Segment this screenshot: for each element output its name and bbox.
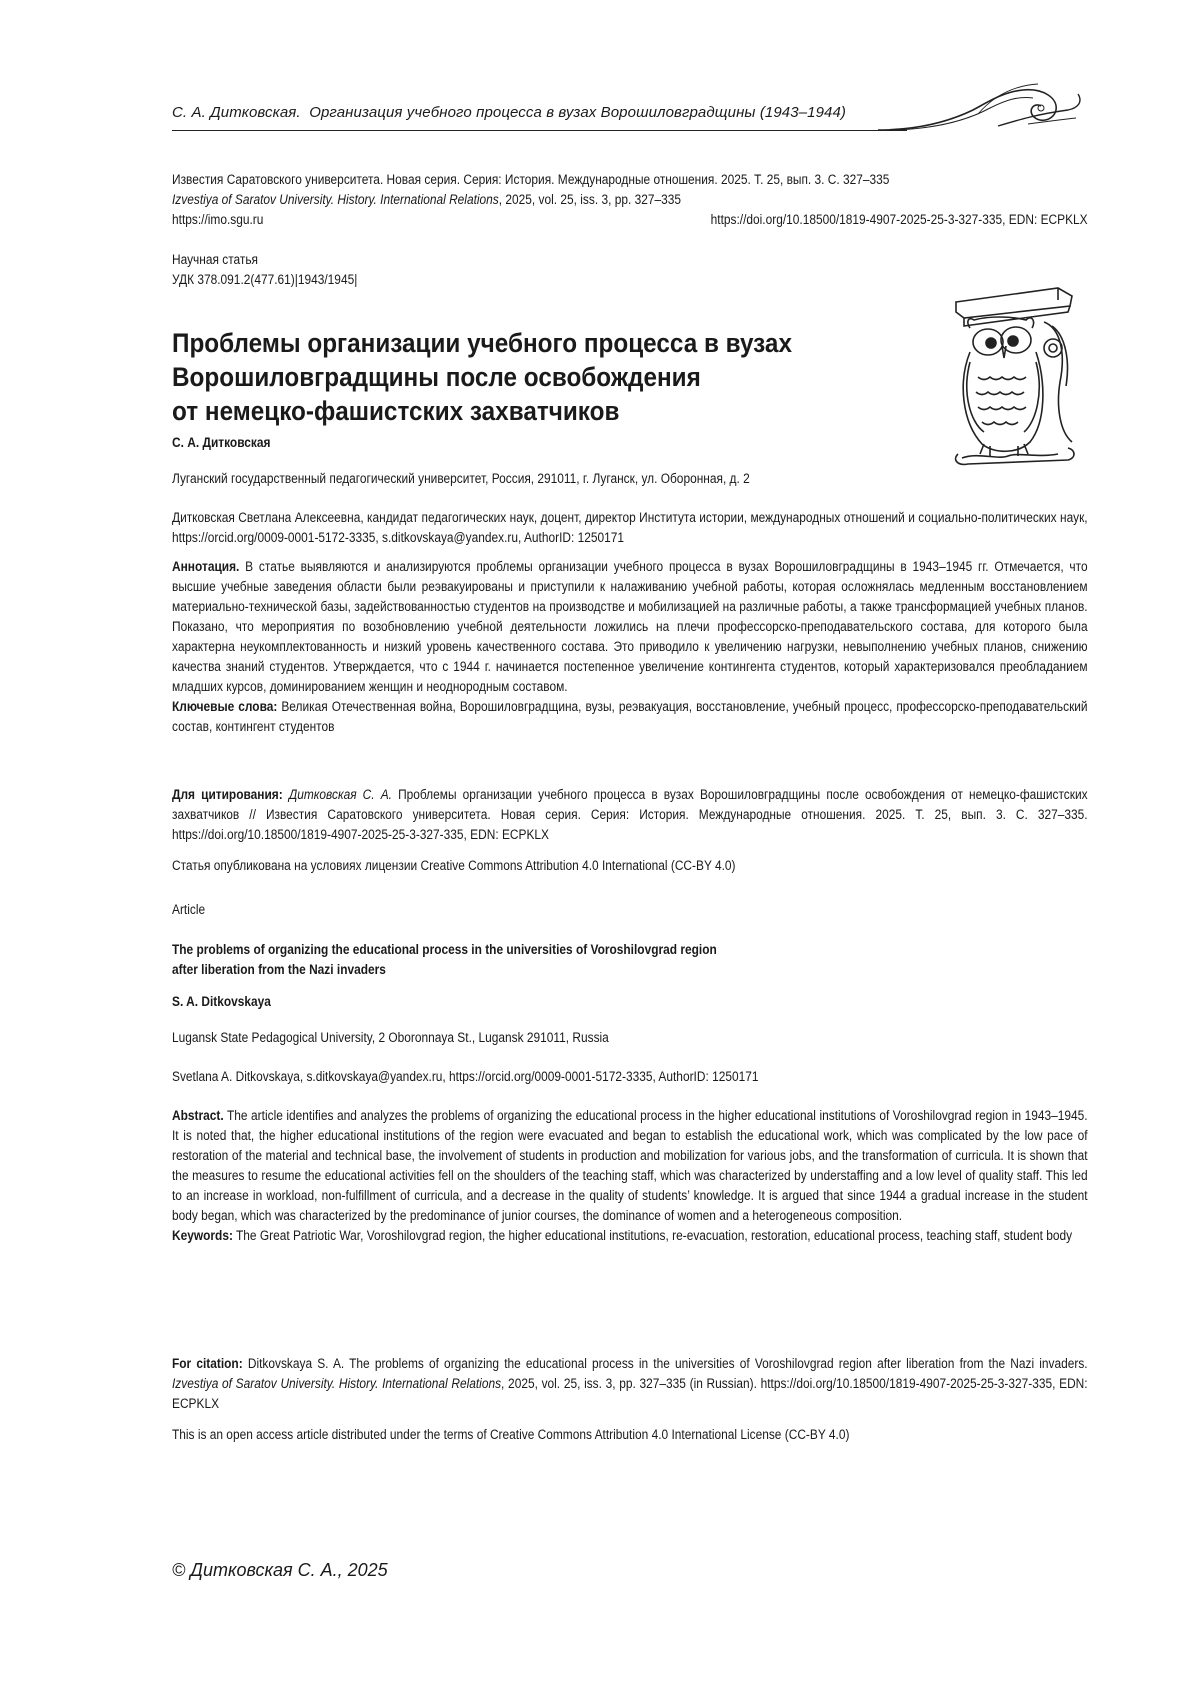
header-rule xyxy=(172,130,907,131)
author-name-en: S. A. Ditkovskaya xyxy=(172,992,1088,1012)
title-line-3: от немецко-фашистских захватчиков xyxy=(172,394,892,428)
citation-en-text-1: Ditkovskaya S. A. The problems of organizing the educational process in the universities of Voroshilovgrad region after liberation from the Nazi invaders. xyxy=(248,1356,1088,1372)
title-en-line-1: The problems of organizing the educational process in the universities of Voroshilovgrad region xyxy=(172,940,1088,960)
udk: УДК 378.091.2(477.61)|1943/1945| xyxy=(172,270,1088,290)
license-en: This is an open access article distributed under the terms of Creative Commons Attribution 4.0 International License (CC-BY 4.0) xyxy=(172,1425,1088,1445)
keywords-en-text: The Great Patriotic War, Voroshilovgrad region, the higher educational institutions, re-evacuation, restoration, educational process, teaching staff, student body xyxy=(236,1228,1072,1244)
keywords-en-label: Keywords: xyxy=(172,1228,233,1244)
running-header-author: С. А. Дитковская. xyxy=(172,104,301,121)
journal-en-rest: , 2025, vol. 25, iss. 3, pp. 327–335 xyxy=(499,192,681,208)
article-type-en-block xyxy=(172,900,1088,920)
article-page xyxy=(0,0,1200,1697)
abstract-en-paragraph xyxy=(172,1106,1088,1226)
running-header-text xyxy=(172,104,846,121)
title-en-line-2: after liberation from the Nazi invaders xyxy=(172,960,1088,980)
journal-doi-link[interactable]: https://doi.org/10.18500/1819-4907-2025-25-3-327-335, EDN: ECPKLX xyxy=(711,210,1088,230)
title-line-1: Проблемы организации учебного процесса в вузах xyxy=(172,326,892,360)
citation-en-block xyxy=(172,1354,1088,1414)
article-type: Научная статья xyxy=(172,250,1088,270)
citation-en-journal: Izvestiya of Saratov University. History. International Relations xyxy=(172,1376,501,1392)
affiliation-en-block xyxy=(172,1028,1088,1048)
license-ru-block xyxy=(172,856,1088,876)
citation-ru-author: Дитковская С. А. xyxy=(289,787,392,803)
citation-en-label: For citation: xyxy=(172,1356,243,1372)
header-ornament-icon xyxy=(878,80,1088,140)
journal-ru-line: Известия Саратовского университета. Новая серия. Серия: История. Международные отношения. 2025. Т. 25, вып. 3. С. 327–335 xyxy=(172,170,1088,190)
keywords-en-paragraph xyxy=(172,1226,1088,1246)
copyright: © Дитковская С. А., 2025 xyxy=(172,1560,388,1581)
title-line-2: Ворошиловградщины после освобождения xyxy=(172,360,892,394)
author-info-en-block xyxy=(172,1067,1088,1087)
annotation-label: Аннотация. xyxy=(172,559,239,575)
license-ru: Статья опубликована на условиях лицензии Creative Commons Attribution 4.0 International (CC-BY 4.0) xyxy=(172,856,1088,876)
keywords-ru-paragraph xyxy=(172,697,1088,737)
journal-en-line xyxy=(172,190,1088,210)
abstract-en-block xyxy=(172,1106,1088,1246)
annotation-block xyxy=(172,557,1088,737)
citation-ru-text: Проблемы организации учебного процесса в вузах Ворошиловградщины после освобождения от немецко-фашистских захватчиков // Известия Саратовского университета. Новая серия. Серия: История. Международные отношения. 2025. Т. 25, вып. 3. С. 327–335. https://doi.org/10.18500/1819-4907-2025-25-3-327-335, EDN: ECPKLX xyxy=(172,787,1088,843)
title-en-block xyxy=(172,940,1088,980)
running-header-title: Организация учебного процесса в вузах Ворошиловградщины (1943–1944) xyxy=(309,104,846,121)
article-type-en: Article xyxy=(172,900,1088,920)
journal-site-link[interactable]: https://imo.sgu.ru xyxy=(172,210,263,230)
author-info-ru: Дитковская Светлана Алексеевна, кандидат педагогических наук, доцент, директор Института истории, международных отношений и социально-политических наук, https://orcid.org/0009-0001-5172-3335, s.ditkovskaya@yandex.ru, AuthorID: 1250171 xyxy=(172,508,1088,548)
journal-links xyxy=(172,210,1088,230)
keywords-ru-label: Ключевые слова: xyxy=(172,699,277,715)
abstract-en-text: The article identifies and analyzes the problems of organizing the educational process in the higher educational institutions of Voroshilovgrad region in 1943–1945. It is noted that, the higher educational institutions of the region were evacuated and began to establish the educational work, which was complicated by the low pace of restoration of the material and technical base, the involvement of students in production and mobilization for various jobs, and the transformation of curricula. It is shown that the measures to resume the educational activities fell on the shoulders of the teaching staff, which was characterized by understaffing and a low level of quality staff. This led to an increase in workload, non-fulfillment of curricula, and a decrease in the quality of students’ knowledge. It is argued that since 1944 a gradual increase in the student body began, which was characterized by the predominance of junior courses, the dominance of women and a heterogeneous composition. xyxy=(172,1108,1088,1224)
author-ru-block xyxy=(172,433,1088,453)
author-name-ru: С. А. Дитковская xyxy=(172,433,1088,453)
license-en-block xyxy=(172,1425,1088,1445)
affiliation-ru: Луганский государственный педагогический университет, Россия, 291011, г. Луганск, ул. Оборонная, д. 2 xyxy=(172,469,1088,489)
keywords-ru-text: Великая Отечественная война, Ворошиловградщина, вузы, реэвакуация, восстановление, учебный процесс, профессорско-преподавательский состав, контингент студентов xyxy=(172,699,1088,735)
citation-en-text-2: , 2025, vol. 25, iss. 3, pp. 327–335 (in Russian). https://doi.org/10.18500/1819-4907-2025-25-3-327-335, EDN: ECPKLX xyxy=(172,1376,1088,1412)
annotation-text: В статье выявляются и анализируются проблемы организации учебного процесса в вузах Ворошиловградщины в 1943–1945 гг. Отмечается, что высшие учебные заведения области были реэвакуированы и приступили к налаживанию учебной работы, которая осложнялась медленным восстановлением материально-технической базы, задействованностью студентов на производстве и мобилизацией на различные работы, а также трансформацией учебных планов. Показано, что мероприятия по возобновлению учебной деятельности ложились на плечи профессорско-преподавательского состава, для которого была характерна неукомплектованность и низкий уровень качественного состава. Это приводило к увеличению нагрузки, невыполнению учебных планов, снижению качества знаний студентов. Утверждается, что с 1944 г. начинается постепенное увеличение контингента студентов, который характеризовался преобладанием младших курсов, доминированием женщин и неоднородным составом. xyxy=(172,559,1088,695)
citation-ru-label: Для цитирования: xyxy=(172,787,283,803)
affiliation-en: Lugansk State Pedagogical University, 2 Oboronnaya St., Lugansk 291011, Russia xyxy=(172,1028,1088,1048)
affiliation-ru-block xyxy=(172,469,1088,489)
citation-ru-paragraph xyxy=(172,785,1088,845)
abstract-en-label: Abstract. xyxy=(172,1108,224,1124)
journal-en-title: Izvestiya of Saratov University. History. International Relations xyxy=(172,192,499,208)
author-info-ru-block xyxy=(172,508,1088,548)
author-en-block xyxy=(172,992,1088,1012)
annotation-paragraph xyxy=(172,557,1088,697)
citation-ru-block xyxy=(172,785,1088,845)
author-info-en: Svetlana A. Ditkovskaya, s.ditkovskaya@yandex.ru, https://orcid.org/0009-0001-5172-3335, AuthorID: 1250171 xyxy=(172,1067,1088,1087)
journal-info xyxy=(172,170,1088,230)
page-title xyxy=(172,326,892,428)
citation-en-paragraph xyxy=(172,1354,1088,1414)
